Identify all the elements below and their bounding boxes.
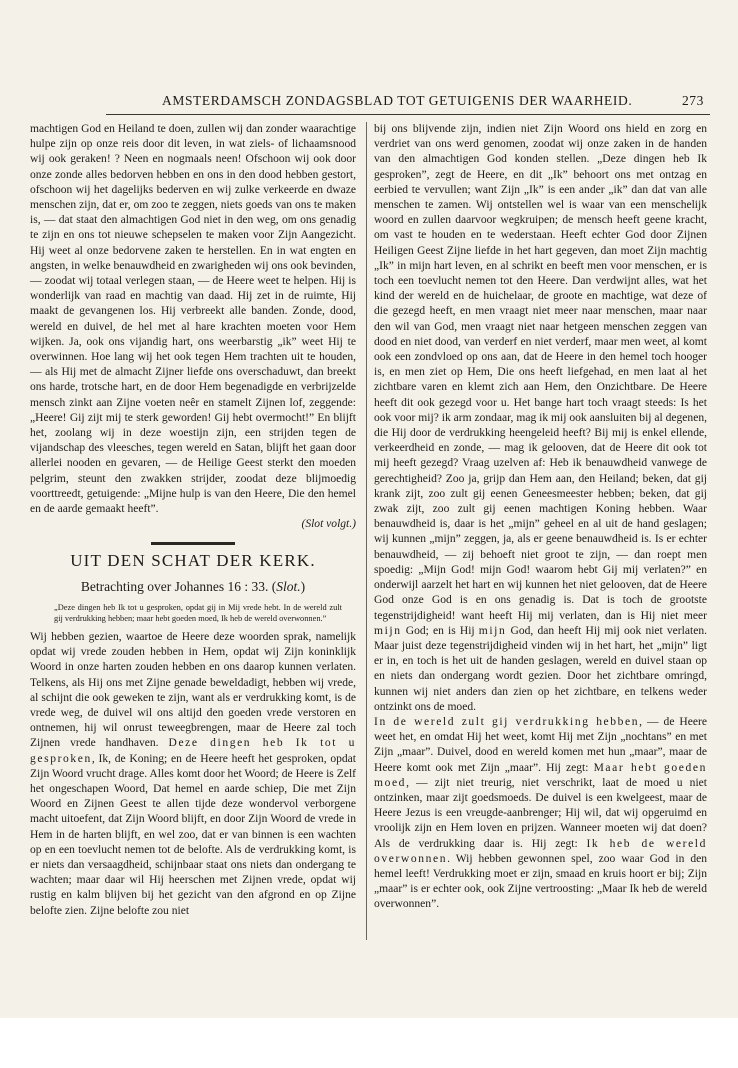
left-p2-a: Wij hebben gezien, waartoe de Heere deze woorden sprak, namelijk opdat wij vrede zouden hebben in Hem, opdat wij Zijn koninklijk Woord in onze harten zouden hebben en ons daarop kunnen verlaten. Telkens, als Hij ons met Zijne genade beweldadigt, hebben wij vrede, al schijnt die ook geweken te zijn, want als er verdrukking komt, is de vrede weg, de duivel wil ons altijd den goeden vrede verstoren en ontnemen, hij wil onrust teweegbrengen, maar de Heere zal toch Zijnen vrede handhaven. [30,630,356,750]
right-p2-spaced-2: Maar hebt goeden moed [374,761,707,789]
left-paragraph-2 [30,630,356,919]
left-p2-b: , Ik, de Koning; en de Heere heeft het gesproken, opdat Zijn Woord vrucht drage. Alles komt door het Woord; de Heere is Zelf het ongeschapen Woord, Dat hemel en aarde schiep, Die met Zijn Woord en Zijnen Geest te allen tijde deze wondervol verborgene macht uitoefent, dat Zijn Woord blijft, en door Zijn Woord de vrede in Hem in de harten blijft, en wel zoo, dat er van binnen is een wachten op en een toevlucht nemen tot de belofte. Als de verdrukking komt, is er niets dan versaagdheid, schijnbaar staat ons niets dan ondergang te wachten; maar daar wil Hij heerschen met Zijnen vrede, opdat wij rustig en kalm blijven bij het gezicht van den afgrond en op Zijne belofte zien. Zijne belofte zou niet [30,752,356,917]
left-paragraph-1: machtigen God en Heiland te doen, zullen wij dan zonder waarachtige hulpe zijn op onze reis door dit leven, in wat ziels- of lichaamsnood wij ook geraken! ? Neen en nogmaals neen! Ofschoon wij ook door onze zonde alles bedorven hebben en ons in den dood hebben gestort, ofschoon wij het dagelijks bederven en wij zulke verkeerde en dwaze menschen zijn, dat er, om zoo te zeggen, niets goeds van ons te maken is, — dat staat den almachtigen God niet in den weg, om ons genadig te zijn en ons tot nieuwe schepselen te maken voor Zijn Aangezicht. Hij weet al onze bedorvene zaken te herstellen. En in wat engten en angsten, in welke benauwdheid en zwarigheden wij ons ook bevinden, — zoodat wij totaal verlegen staan, — de Heere weet te helpen. Hij is wonderlijk van raad en machtig van daad. Hij zet in de ruimte, Hij maakt de gevangenen los. Hij verbreekt alle banden. Zonde, dood, wereld en duivel, de hel met al hare krachten moeten voor Hem wijken. Ja, ook ons vijandig hart, ons weerbarstig „ik” weet Hij te overwinnen. Hoe lang wij het ook tegen Hem trachten uit te houden, — als Hij met de almacht Zijner liefde ons overschaduwt, dan breekt ons harde, trotsche hart, en de door Hem begenadigde en verbrijzelde mensch zinkt aan Zijne voeten neêr en stamelt Zijnen lof, zeggende: „Heere! Gij zijt mij te sterk geworden! Gij hebt overmocht!” En blijft het, zoolang wij in deze woestijn zijn, een strijden tegen de vijandschap des vleesches, tegen wereld en Satan, blijft het gaan door allerlei nooden en gevaren, — de Heilige Geest sterkt den moeden pelgrim, steunt den zwakken strijder, zoodat deze blijmoedig voorttreedt, getuigende: „Mijne hulp is van den Heere, Die den hemel en de aarde gemaakt heeft”. [30,123,356,516]
continued-note: (Slot volgt.) [301,518,356,531]
left-p2-spaced: Deze dingen heb Ik tot u gesproken [30,737,356,765]
right-paragraph-2 [374,715,707,913]
right-p1-spaced-1: mijn [374,624,402,637]
section-separator [151,542,235,545]
column-divider [366,122,367,940]
right-p1-mid: God; en is Hij [401,624,479,637]
right-paragraph-1 [374,122,707,715]
right-p1-end: God, dan heeft Hij mij ook niet verlaten. Maar juist deze tegenstrijdigheid vinden wij in het hart, het „mijn” ligt er in, en toch is het uit de handen geslagen, wereld en duivel staan op en niets dan ondergang wordt gezien. Door het zichtbare omringd, kunnen wij niet anders dan zien op het zichtbare, en telkens weder ontzinkt ons de moed. [374,624,707,713]
running-header [106,93,716,113]
right-p2-a: , — de Heere weet het, en omdat Hij het weet, komt Hij met Zijn „nochtans” en met Zijn „maar”. Duivel, dood en wereld komen met hun „maar”, maar de Heere komt ook met Zijn „maar”. Hij zegt: [374,715,707,774]
subtitle-slot: Slot. [276,578,301,594]
running-title: AMSTERDAMSCH ZONDAGSBLAD TOT GETUIGENIS DER WAARHEID. [162,93,633,108]
subtitle-main: Betrachting over Johannes 16 : 33. ( [80,578,277,594]
left-column [30,122,356,919]
right-column [374,122,707,913]
page-number: 273 [681,93,704,108]
subtitle-end: ) [300,578,306,594]
epigraph: „Deze dingen heb Ik tot u gesproken, opdat gij in Mij vrede hebt. In de wereld zult gij verdrukking hebben; maar hebt goeden moed, Ik heb de wereld overwonnen.” [54,602,342,623]
right-p1: bij ons blijvende zijn, indien niet Zijn Woord ons hield en zorg en verdriet van ons werd genomen, zoodat wij onze zaken in de handen van den almachtigen God konden stellen. „Deze dingen heb Ik gesproken”, zegt de Heere, en dit „Ik” behoort ons met ontzag en eerbied te vervullen; want Zijn „Ik” is een ander „ik” dan dat van alle menschen te zamen. Wij ontstellen wel is waar van een menschelijk woord en zullen daarvoor wegkruipen; de mensch heeft geene kracht, om vast te houden en te wederstaan. Heeft echter God door Zijnen Heiligen Geest Zijne liefde in het hart gegeven, dan moet Zijn machtig „Ik” in mijn hart leven, en al schrikt en beeft men voor menschen, er is toch een toevlucht nemen tot den Heere. Dan verdwijnt alles, wat het kind der wereld en de huichelaar, de groote en machtige, wat deze of die gezegd heeft, en men vraagt niet meer naar menschen, maar naar den wil van God, men vraagt niet naar hetgeen menschen zeggen van dood en niet dood, van verderf en niet verderf, maar men weet, al komt ook een zondvloed op ons aan, dat de Heere in den hemel toch hooger is, en men ziet op Hem, Die ons heeft liefgehad, en men laat al het zichtbare varen en klemt zich aan Hem, den Onzichtbare. De Heere heeft dit ook gezegd voor u. Het bange hart toch vraagt steeds: Is het ook voor mij? ik arm zondaar, mag ik mij ook aansluiten bij al degenen, die Hij door de verdrukking heengeleid heeft? Bij mij is enkel ellende, verkeerdheid en zonde, — mag ik gelooven, dat de Heere dit ook tot mij heeft gezegd? Vraag uzelven af: Heb ik benauwdheid vanwege de gerechtigheid? Zoo ja, grijp dan Hem aan, den Heiland; beken, dat gij krank zijt, zoo zult gij eenen Geneesmeester hebben; beken, dat gij zwak zijt, zoo zult gij eenen machtigen Koning hebben. Waar benauwdheid is, daar is het „mijn” geheel en al uit de hand geslagen; wij kunnen „mijn” zeggen, ja, als er geene benauwdheid is. Is er echter benauwdheid, — zij behoeft niet groot te zijn, — dan roept men spoedig: „Mijn God! mijn God! waarom hebt Gij mij verlaten?” en onderwijl aarzelt het hart en wij kunnen het niet gelooven, dat de Heere God onze God is en ons genadig is. Dat is toch de grootste tegenstrijdigheid! want heeft Hij mij verlaten, dan is Hij niet meer [374,123,707,622]
right-p2-spaced-3: Ik heb de wereld overwonnen [374,837,707,865]
right-p2-spaced: In de wereld zult gij verdrukking hebben [374,715,640,728]
right-p1-spaced-2: mijn [478,624,507,637]
right-p2-b: , — zijt niet treurig, niet verschrikt, laat de moed u niet ontzinken, maar zijt goedsmoeds. De duivel is een kwelgeest, maar de Heere Jezus is een vreugde-aanbrenger; Hij wil, dat wij opgeruimd en vroolijk zijn en Hem loven en prijzen. Wanneer moeten wij dat doen? Als de verdrukking daar is. Hij zegt: [374,776,707,850]
header-rule [106,114,710,115]
section-title: UIT DEN SCHAT DER KERK. [70,551,316,571]
bottom-margin [0,1018,738,1068]
article-subtitle [30,579,356,594]
right-p2-c: . Wij hebben gewonnen spel, zoo waar God in den hemel leeft! Verdrukking moet er zijn, smaad en kruis hoort er bij; Zijn „maar” is er echter ook, ook Zijne vertroosting: „Maar Ik heb de wereld overwonnen”. [374,852,707,911]
